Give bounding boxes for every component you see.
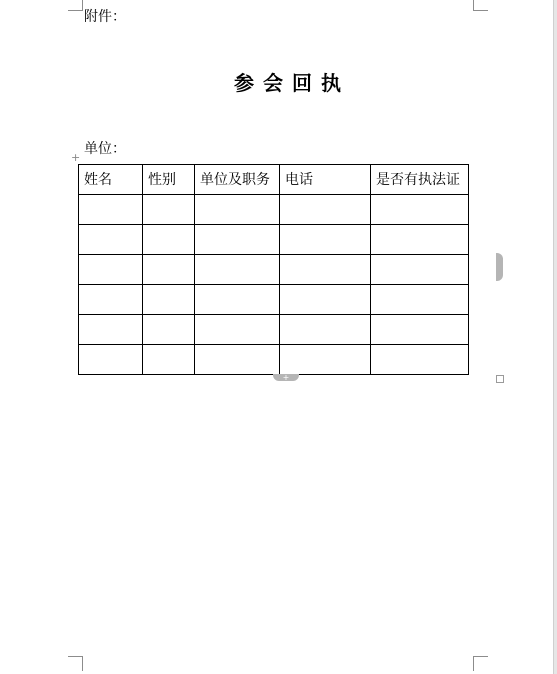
page-edge: [553, 0, 557, 674]
table-cell[interactable]: [195, 315, 280, 345]
table-cell[interactable]: [79, 285, 143, 315]
table-row: [79, 315, 469, 345]
table-cell[interactable]: [371, 195, 469, 225]
crop-mark-bottom-left: [68, 656, 83, 671]
table-cell[interactable]: [371, 255, 469, 285]
table-cell[interactable]: [143, 255, 195, 285]
table-cell[interactable]: [371, 315, 469, 345]
receipt-table: [78, 164, 469, 375]
table-row: [79, 345, 469, 375]
crop-mark-bottom-right: [473, 656, 488, 671]
table-row: [79, 255, 469, 285]
unit-label[interactable]: 单位：: [84, 141, 126, 157]
table-cell[interactable]: [79, 345, 143, 375]
table-cell[interactable]: [143, 225, 195, 255]
table-cell[interactable]: [280, 315, 371, 345]
header-unit-position[interactable]: 单位及职务: [195, 165, 280, 195]
add-row-button[interactable]: [273, 374, 299, 381]
add-column-handle[interactable]: [496, 253, 503, 281]
crop-mark-top-right: [473, 0, 488, 11]
table-resize-handle[interactable]: [496, 375, 504, 383]
attachment-label[interactable]: 附件：: [84, 9, 126, 25]
table-cell[interactable]: [79, 195, 143, 225]
table-cell[interactable]: [195, 285, 280, 315]
table-cell[interactable]: [371, 225, 469, 255]
table-cell[interactable]: [280, 195, 371, 225]
table-cell[interactable]: [371, 285, 469, 315]
page-title[interactable]: 参会回执: [234, 71, 350, 95]
header-license[interactable]: 是否有执法证: [371, 165, 469, 195]
table-cell[interactable]: [143, 195, 195, 225]
header-phone[interactable]: 电话: [280, 165, 371, 195]
table-row: [79, 225, 469, 255]
table-cell[interactable]: [143, 285, 195, 315]
header-name[interactable]: 姓名: [79, 165, 143, 195]
table-row: [79, 285, 469, 315]
table-header-row: [79, 165, 469, 195]
table-cell[interactable]: [371, 345, 469, 375]
table-cell[interactable]: [195, 255, 280, 285]
table-cell[interactable]: [79, 255, 143, 285]
table-cell[interactable]: [195, 225, 280, 255]
table-cell[interactable]: [143, 315, 195, 345]
table-cell[interactable]: [280, 225, 371, 255]
table-cell[interactable]: [280, 285, 371, 315]
table-row: [79, 195, 469, 225]
table-cell[interactable]: [195, 195, 280, 225]
header-gender[interactable]: 性别: [143, 165, 195, 195]
plus-icon: +: [282, 373, 290, 382]
table-cell[interactable]: [143, 345, 195, 375]
crop-mark-top-left: [68, 0, 83, 11]
move-cross-icon[interactable]: +: [71, 151, 81, 164]
table-cell[interactable]: [195, 345, 280, 375]
table-cell[interactable]: [79, 315, 143, 345]
table-cell[interactable]: [280, 255, 371, 285]
table-cell[interactable]: [79, 225, 143, 255]
table-cell[interactable]: [280, 345, 371, 375]
